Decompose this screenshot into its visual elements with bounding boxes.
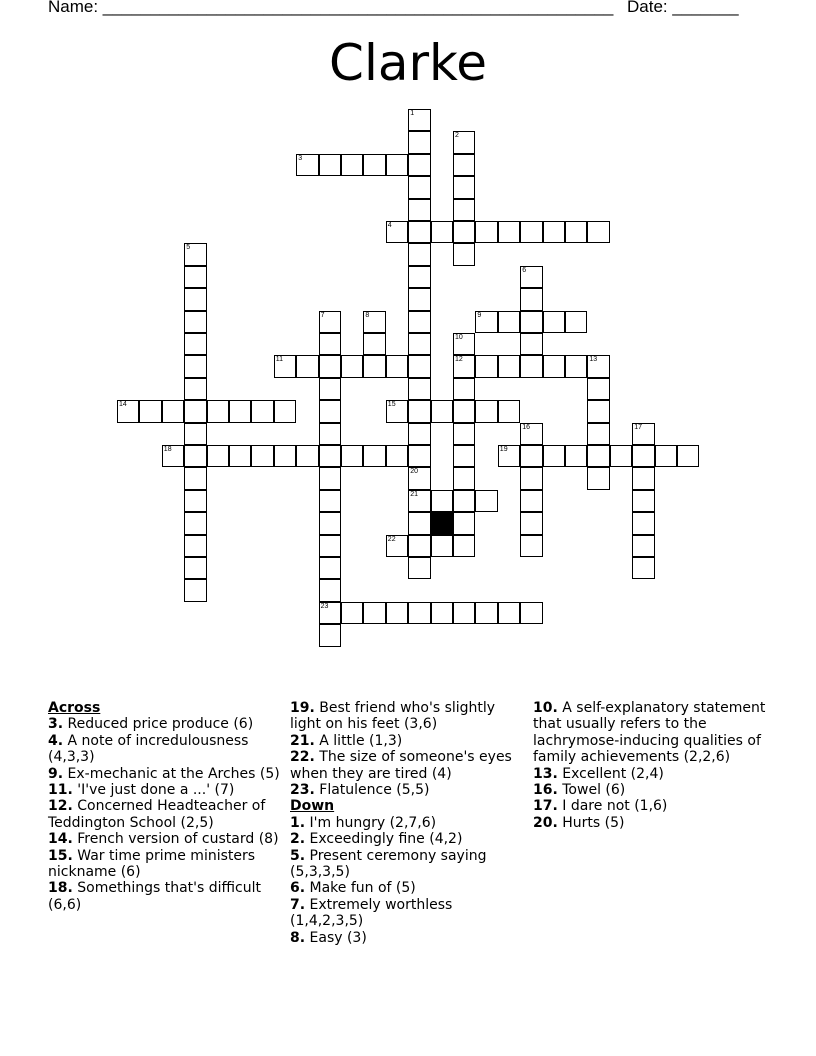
grid-cell[interactable] bbox=[408, 378, 430, 400]
grid-cell[interactable] bbox=[319, 557, 341, 579]
clue-number: 1 bbox=[410, 110, 415, 117]
grid-cell[interactable] bbox=[453, 154, 475, 176]
grid-cell[interactable] bbox=[453, 602, 475, 624]
grid-cell[interactable] bbox=[363, 333, 385, 355]
down-clue bbox=[290, 897, 522, 930]
clue-number: 11 bbox=[275, 356, 284, 364]
grid-cell[interactable] bbox=[408, 154, 430, 176]
clue-text: Flatulence (5,5) bbox=[314, 782, 430, 799]
clue-text: A little (1,3) bbox=[314, 732, 403, 749]
grid-cell[interactable] bbox=[363, 355, 385, 377]
grid-cell[interactable] bbox=[386, 602, 408, 624]
grid-cell[interactable] bbox=[565, 445, 587, 467]
down-clues bbox=[290, 815, 522, 946]
grid-cell[interactable] bbox=[296, 355, 318, 377]
clue-text: Best friend who's slightly light on his feet (3,6) bbox=[290, 700, 496, 733]
grid-cell[interactable] bbox=[520, 602, 542, 624]
clue-number: 12 bbox=[455, 356, 463, 364]
clue-text: The size of someone's eyes when they are tired (4) bbox=[290, 749, 512, 782]
grid-cell[interactable] bbox=[475, 490, 497, 512]
clue-num: 8. bbox=[290, 929, 306, 946]
grid-cell[interactable] bbox=[184, 557, 206, 579]
clue-num: 20. bbox=[533, 814, 558, 831]
grid-cell[interactable] bbox=[565, 311, 587, 333]
grid-cell[interactable] bbox=[296, 154, 318, 176]
grid-cell[interactable] bbox=[475, 355, 497, 377]
grid-cell[interactable] bbox=[319, 333, 341, 355]
grid-cell[interactable] bbox=[543, 355, 565, 377]
grid-cell[interactable] bbox=[520, 266, 542, 288]
grid-cell[interactable] bbox=[184, 490, 206, 512]
grid-cell[interactable] bbox=[408, 109, 430, 131]
grid-cell[interactable] bbox=[587, 378, 609, 400]
grid-cell[interactable] bbox=[498, 355, 520, 377]
clue-num: 17. bbox=[533, 798, 558, 815]
clue-number: 20 bbox=[410, 468, 418, 476]
clue-text: Present ceremony saying (5,3,3,5) bbox=[290, 847, 487, 881]
grid-cell[interactable] bbox=[319, 154, 341, 176]
grid-cell[interactable] bbox=[386, 400, 408, 422]
clue-number: 3 bbox=[298, 154, 303, 162]
grid-cell[interactable] bbox=[408, 445, 430, 467]
clue-num: 21. bbox=[290, 732, 315, 749]
grid-cell[interactable] bbox=[319, 423, 341, 445]
grid-cell[interactable] bbox=[319, 445, 341, 467]
grid-cell[interactable] bbox=[632, 490, 654, 512]
grid-cell[interactable] bbox=[408, 221, 430, 243]
grid-cell[interactable] bbox=[408, 266, 430, 288]
grid-cell[interactable] bbox=[319, 467, 341, 489]
clue-number: 4 bbox=[387, 222, 392, 229]
grid-cell[interactable] bbox=[520, 288, 542, 310]
clue-text: Ex-mechanic at the Arches (5) bbox=[63, 765, 280, 782]
clue-num: 4. bbox=[48, 732, 64, 749]
clue-number: 6 bbox=[522, 266, 527, 274]
grid-cell[interactable] bbox=[587, 467, 609, 489]
grid-cell[interactable] bbox=[319, 512, 341, 534]
grid-cell[interactable] bbox=[453, 400, 475, 422]
clue-text: A self-explanatory statement that usually refers to the lachrymose-inducing qualities of family achievements (2,2,6) bbox=[533, 700, 766, 766]
down-clue bbox=[290, 815, 522, 831]
across-clue bbox=[290, 749, 522, 782]
grid-cell[interactable] bbox=[386, 221, 408, 243]
grid-cell[interactable] bbox=[296, 445, 318, 467]
down-clue bbox=[290, 930, 522, 946]
clue-number: 14 bbox=[119, 401, 127, 409]
down-clue bbox=[533, 815, 773, 831]
grid-cell[interactable] bbox=[184, 445, 206, 467]
clue-text: Extremely worthless (1,4,2,3,5) bbox=[290, 896, 453, 930]
grid-cell[interactable] bbox=[184, 243, 206, 265]
grid-cell[interactable] bbox=[408, 311, 430, 333]
grid-cell[interactable] bbox=[632, 423, 654, 445]
grid-cell[interactable] bbox=[587, 221, 609, 243]
grid-cell[interactable] bbox=[453, 490, 475, 512]
clue-num: 1. bbox=[290, 814, 306, 831]
grid-cell[interactable] bbox=[498, 221, 520, 243]
grid-cell[interactable] bbox=[632, 467, 654, 489]
grid-cell[interactable] bbox=[319, 400, 341, 422]
grid-cell[interactable] bbox=[475, 400, 497, 422]
clue-num: 22. bbox=[290, 749, 315, 766]
clue-num: 11. bbox=[48, 782, 73, 799]
clue-text: 'I've just done a ...' (7) bbox=[72, 782, 235, 799]
grid-cell[interactable] bbox=[431, 400, 453, 422]
clue-num: 6. bbox=[290, 880, 306, 897]
grid-cell[interactable] bbox=[408, 243, 430, 265]
clue-num: 19. bbox=[290, 700, 315, 716]
grid-cell[interactable] bbox=[498, 311, 520, 333]
clue-text: Reduced price produce (6) bbox=[63, 716, 254, 733]
grid-cell[interactable] bbox=[498, 445, 520, 467]
clue-number: 5 bbox=[186, 244, 191, 252]
grid-cell[interactable] bbox=[520, 311, 542, 333]
grid-cell[interactable] bbox=[184, 512, 206, 534]
grid-cell[interactable] bbox=[319, 579, 341, 601]
grid-cell[interactable] bbox=[408, 355, 430, 377]
grid-cell[interactable] bbox=[431, 535, 453, 557]
clue-num: 2. bbox=[290, 831, 306, 848]
grid-block bbox=[431, 512, 453, 534]
grid-cell[interactable] bbox=[184, 266, 206, 288]
grid-cell[interactable] bbox=[431, 490, 453, 512]
clue-text: Exceedingly fine (4,2) bbox=[305, 831, 463, 848]
grid-cell[interactable] bbox=[453, 355, 475, 377]
grid-cell[interactable] bbox=[475, 602, 497, 624]
grid-cell[interactable] bbox=[251, 445, 273, 467]
grid-cell[interactable] bbox=[520, 445, 542, 467]
down-clue bbox=[533, 782, 773, 798]
grid-cell[interactable] bbox=[408, 512, 430, 534]
grid-cell[interactable] bbox=[184, 378, 206, 400]
grid-cell[interactable] bbox=[453, 423, 475, 445]
clue-text: I'm hungry (2,7,6) bbox=[305, 814, 437, 831]
grid-cell[interactable] bbox=[207, 400, 229, 422]
grid-cell[interactable] bbox=[475, 221, 497, 243]
grid-cell[interactable] bbox=[184, 311, 206, 333]
grid-cell[interactable] bbox=[386, 445, 408, 467]
clue-text: French version of custard (8) bbox=[72, 831, 279, 848]
across-clue bbox=[48, 798, 280, 831]
clue-text: Concerned Headteacher of Teddington School (2,5) bbox=[48, 798, 266, 831]
grid-cell[interactable] bbox=[632, 445, 654, 467]
grid-cell[interactable] bbox=[565, 221, 587, 243]
across-heading: Across bbox=[48, 700, 101, 716]
grid-cell[interactable] bbox=[543, 221, 565, 243]
grid-cell[interactable] bbox=[520, 512, 542, 534]
clue-number: 22 bbox=[387, 535, 396, 543]
grid-cell[interactable] bbox=[251, 400, 273, 422]
down-clue bbox=[533, 700, 773, 766]
clues-column-1 bbox=[48, 700, 280, 913]
clue-num: 13. bbox=[533, 765, 558, 782]
across-clue bbox=[48, 716, 280, 732]
grid-cell[interactable] bbox=[184, 355, 206, 377]
grid-cell[interactable] bbox=[543, 311, 565, 333]
across-clue bbox=[48, 782, 280, 798]
clue-num: 14. bbox=[48, 831, 73, 848]
grid-cell[interactable] bbox=[543, 445, 565, 467]
across-clue bbox=[48, 766, 280, 782]
clue-number: 21 bbox=[410, 490, 418, 498]
clue-text: Hurts (5) bbox=[557, 814, 625, 831]
grid-cell[interactable] bbox=[408, 333, 430, 355]
grid-cell[interactable] bbox=[162, 445, 184, 467]
grid-cell[interactable] bbox=[184, 288, 206, 310]
grid-cell[interactable] bbox=[341, 355, 363, 377]
grid-cell[interactable] bbox=[453, 176, 475, 198]
across-clue bbox=[290, 733, 522, 749]
clue-num: 16. bbox=[533, 782, 558, 799]
grid-cell[interactable] bbox=[363, 154, 385, 176]
clue-text: Towel (6) bbox=[557, 782, 626, 799]
grid-cell[interactable] bbox=[520, 535, 542, 557]
clue-num: 18. bbox=[48, 880, 73, 897]
grid-cell[interactable] bbox=[587, 400, 609, 422]
down-clue bbox=[533, 766, 773, 782]
grid-cell[interactable] bbox=[229, 400, 251, 422]
grid-cell[interactable] bbox=[453, 467, 475, 489]
grid-cell[interactable] bbox=[386, 535, 408, 557]
clue-num: 15. bbox=[48, 847, 73, 864]
clue-num: 7. bbox=[290, 896, 306, 913]
down-heading: Down bbox=[290, 798, 335, 815]
grid-cell[interactable] bbox=[184, 467, 206, 489]
across-clues bbox=[48, 716, 280, 913]
grid-cell[interactable] bbox=[408, 288, 430, 310]
grid-cell[interactable] bbox=[520, 221, 542, 243]
grid-cell[interactable] bbox=[632, 557, 654, 579]
grid-cell[interactable] bbox=[363, 445, 385, 467]
grid-cell[interactable] bbox=[632, 535, 654, 557]
grid-cell[interactable] bbox=[319, 355, 341, 377]
grid-cell[interactable] bbox=[520, 423, 542, 445]
grid-cell[interactable] bbox=[453, 535, 475, 557]
grid-cell[interactable] bbox=[341, 154, 363, 176]
clue-number: 17 bbox=[634, 423, 642, 431]
clues-column-2 bbox=[290, 700, 522, 946]
clue-text: Easy (3) bbox=[305, 929, 367, 946]
date-label: Date: _______ bbox=[627, 0, 739, 16]
clue-text: A note of incredulousness (4,3,3) bbox=[48, 732, 249, 766]
grid-cell[interactable] bbox=[319, 311, 341, 333]
grid-cell[interactable] bbox=[184, 333, 206, 355]
grid-cell[interactable] bbox=[184, 423, 206, 445]
clue-text: I dare not (1,6) bbox=[557, 798, 668, 815]
clue-number: 2 bbox=[455, 132, 459, 140]
grid-cell[interactable] bbox=[184, 535, 206, 557]
grid-cell[interactable] bbox=[498, 400, 520, 422]
grid-cell[interactable] bbox=[655, 445, 677, 467]
grid-cell[interactable] bbox=[520, 467, 542, 489]
clue-number: 8 bbox=[365, 311, 370, 319]
across-clue bbox=[48, 831, 280, 847]
grid-cell[interactable] bbox=[565, 355, 587, 377]
grid-cell[interactable] bbox=[117, 400, 139, 422]
grid-cell[interactable] bbox=[408, 602, 430, 624]
grid-cell[interactable] bbox=[453, 445, 475, 467]
name-label: Name: ______________________________________________________ bbox=[48, 0, 614, 16]
grid-cell[interactable] bbox=[587, 355, 609, 377]
down-clues-continued bbox=[533, 700, 773, 831]
down-clue bbox=[533, 798, 773, 814]
across-clue bbox=[290, 782, 522, 798]
clue-number: 19 bbox=[499, 446, 508, 453]
grid-cell[interactable] bbox=[319, 602, 341, 624]
grid-cell[interactable] bbox=[341, 445, 363, 467]
across-clue bbox=[48, 880, 280, 913]
grid-cell[interactable] bbox=[453, 378, 475, 400]
grid-cell[interactable] bbox=[341, 602, 363, 624]
grid-cell[interactable] bbox=[453, 243, 475, 265]
down-clue bbox=[290, 831, 522, 847]
grid-cell[interactable] bbox=[431, 221, 453, 243]
grid-cell[interactable] bbox=[475, 311, 497, 333]
grid-cell[interactable] bbox=[274, 400, 296, 422]
grid-cell[interactable] bbox=[139, 400, 161, 422]
grid-cell[interactable] bbox=[274, 445, 296, 467]
grid-cell[interactable] bbox=[453, 333, 475, 355]
grid-cell[interactable] bbox=[587, 423, 609, 445]
clue-num: 12. bbox=[48, 798, 73, 815]
grid-cell[interactable] bbox=[677, 445, 699, 467]
grid-cell[interactable] bbox=[319, 378, 341, 400]
grid-cell[interactable] bbox=[632, 512, 654, 534]
grid-cell[interactable] bbox=[319, 490, 341, 512]
grid-cell[interactable] bbox=[520, 333, 542, 355]
across-clues-continued bbox=[290, 700, 522, 798]
grid-cell[interactable] bbox=[408, 199, 430, 221]
grid-cell[interactable] bbox=[610, 445, 632, 467]
grid-cell[interactable] bbox=[229, 445, 251, 467]
clue-num: 5. bbox=[290, 847, 306, 864]
grid-cell[interactable] bbox=[408, 490, 430, 512]
clue-number: 15 bbox=[387, 401, 396, 409]
clue-number: 16 bbox=[522, 423, 530, 431]
grid-cell[interactable] bbox=[453, 221, 475, 243]
clue-text: Excellent (2,4) bbox=[557, 765, 664, 782]
clue-num: 9. bbox=[48, 765, 64, 782]
clue-number: 23 bbox=[320, 602, 329, 610]
grid-cell[interactable] bbox=[520, 355, 542, 377]
grid-cell[interactable] bbox=[319, 624, 341, 646]
clue-text: War time prime ministers nickname (6) bbox=[48, 847, 256, 881]
grid-cell[interactable] bbox=[520, 490, 542, 512]
clue-text: Somethings that's difficult (6,6) bbox=[48, 880, 262, 913]
grid-cell[interactable] bbox=[386, 154, 408, 176]
grid-cell[interactable] bbox=[408, 131, 430, 153]
clue-number: 7 bbox=[320, 311, 325, 319]
grid-cell[interactable] bbox=[184, 400, 206, 422]
clue-num: 10. bbox=[533, 700, 558, 716]
grid-cell[interactable] bbox=[453, 512, 475, 534]
grid-cell[interactable] bbox=[363, 311, 385, 333]
across-clue bbox=[48, 848, 280, 881]
grid-cell[interactable] bbox=[408, 423, 430, 445]
puzzle-title: Clarke bbox=[329, 34, 487, 92]
grid-cell[interactable] bbox=[363, 602, 385, 624]
clue-num: 23. bbox=[290, 782, 315, 799]
grid-cell[interactable] bbox=[431, 602, 453, 624]
grid-cell[interactable] bbox=[386, 355, 408, 377]
grid-cell[interactable] bbox=[207, 445, 229, 467]
clue-num: 3. bbox=[48, 716, 64, 733]
clue-number: 9 bbox=[477, 311, 482, 319]
grid-cell[interactable] bbox=[408, 467, 430, 489]
grid-cell[interactable] bbox=[453, 131, 475, 153]
grid-cell[interactable] bbox=[408, 557, 430, 579]
clue-number: 18 bbox=[163, 446, 172, 453]
clue-number: 10 bbox=[455, 334, 463, 341]
grid-cell[interactable] bbox=[184, 579, 206, 601]
grid-cell[interactable] bbox=[453, 199, 475, 221]
across-clue bbox=[290, 700, 522, 733]
grid-cell[interactable] bbox=[319, 535, 341, 557]
clue-text: Make fun of (5) bbox=[305, 880, 416, 897]
clues-column-3 bbox=[533, 700, 773, 831]
clue-number: 13 bbox=[589, 356, 598, 364]
across-clue bbox=[48, 733, 280, 766]
grid-cell[interactable] bbox=[162, 400, 184, 422]
grid-cell[interactable] bbox=[408, 535, 430, 557]
down-clue bbox=[290, 848, 522, 881]
grid-cell[interactable] bbox=[498, 602, 520, 624]
grid-cell[interactable] bbox=[408, 176, 430, 198]
grid-cell[interactable] bbox=[587, 445, 609, 467]
grid-cell[interactable] bbox=[274, 355, 296, 377]
down-clue bbox=[290, 880, 522, 896]
grid-cell[interactable] bbox=[408, 400, 430, 422]
